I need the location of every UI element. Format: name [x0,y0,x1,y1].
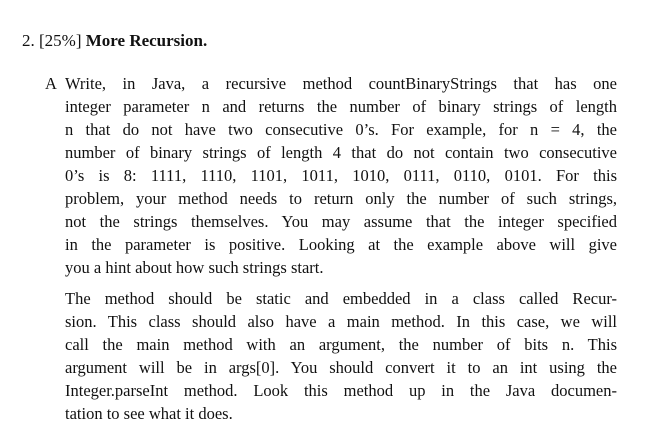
paragraph-2-line: argument will be in args[0]. You should convert it to an int using the [65,358,617,377]
paragraph-2-line: The method should be static and embedded in a class called Recur- [65,289,617,308]
paragraph-1-line: 0’s is 8: 1111, 1110, 1101, 1011, 1010, 0111, 0110, 0101. For this [65,166,617,185]
paragraph-1-line: not the strings themselves. You may assume that the integer specified [65,212,617,231]
paragraph-2-line: call the main method with an argument, the number of bits n. This [65,335,617,354]
paragraph-1-line: in the parameter is positive. Looking at the example above will give [65,235,617,254]
paragraph-2-line: tation to see what it does. [65,404,233,423]
question-heading [22,30,207,52]
paragraph-1-line: number of binary strings of length 4 that do not contain two consecutive [65,143,617,162]
paragraph-1 [65,72,617,279]
paragraph-1-line: Write, in Java, a recursive method countBinaryStrings that has one [65,74,617,93]
question-title: More Recursion. [85,31,208,50]
part-body [65,72,617,425]
paragraph-2-line: sion. This class should also have a main method. In this case, we will [65,312,617,331]
paragraph-1-line: you a hint about how such strings start. [65,258,324,277]
paragraph-1-line: n that do not have two consecutive 0’s. For example, for n = 4, the [65,120,617,139]
question-number: 2. [22,31,35,50]
paragraph-1-line: problem, your method needs to return only the number of such strings, [65,189,617,208]
paragraph-2 [65,287,617,425]
paragraph-1-line: integer parameter n and returns the number of binary strings of length [65,97,617,116]
question-weight: [25%] [39,31,82,50]
part-marker: A [45,74,57,93]
paragraph-2-line: Integer.parseInt method. Look this method up in the Java documen- [65,381,617,400]
